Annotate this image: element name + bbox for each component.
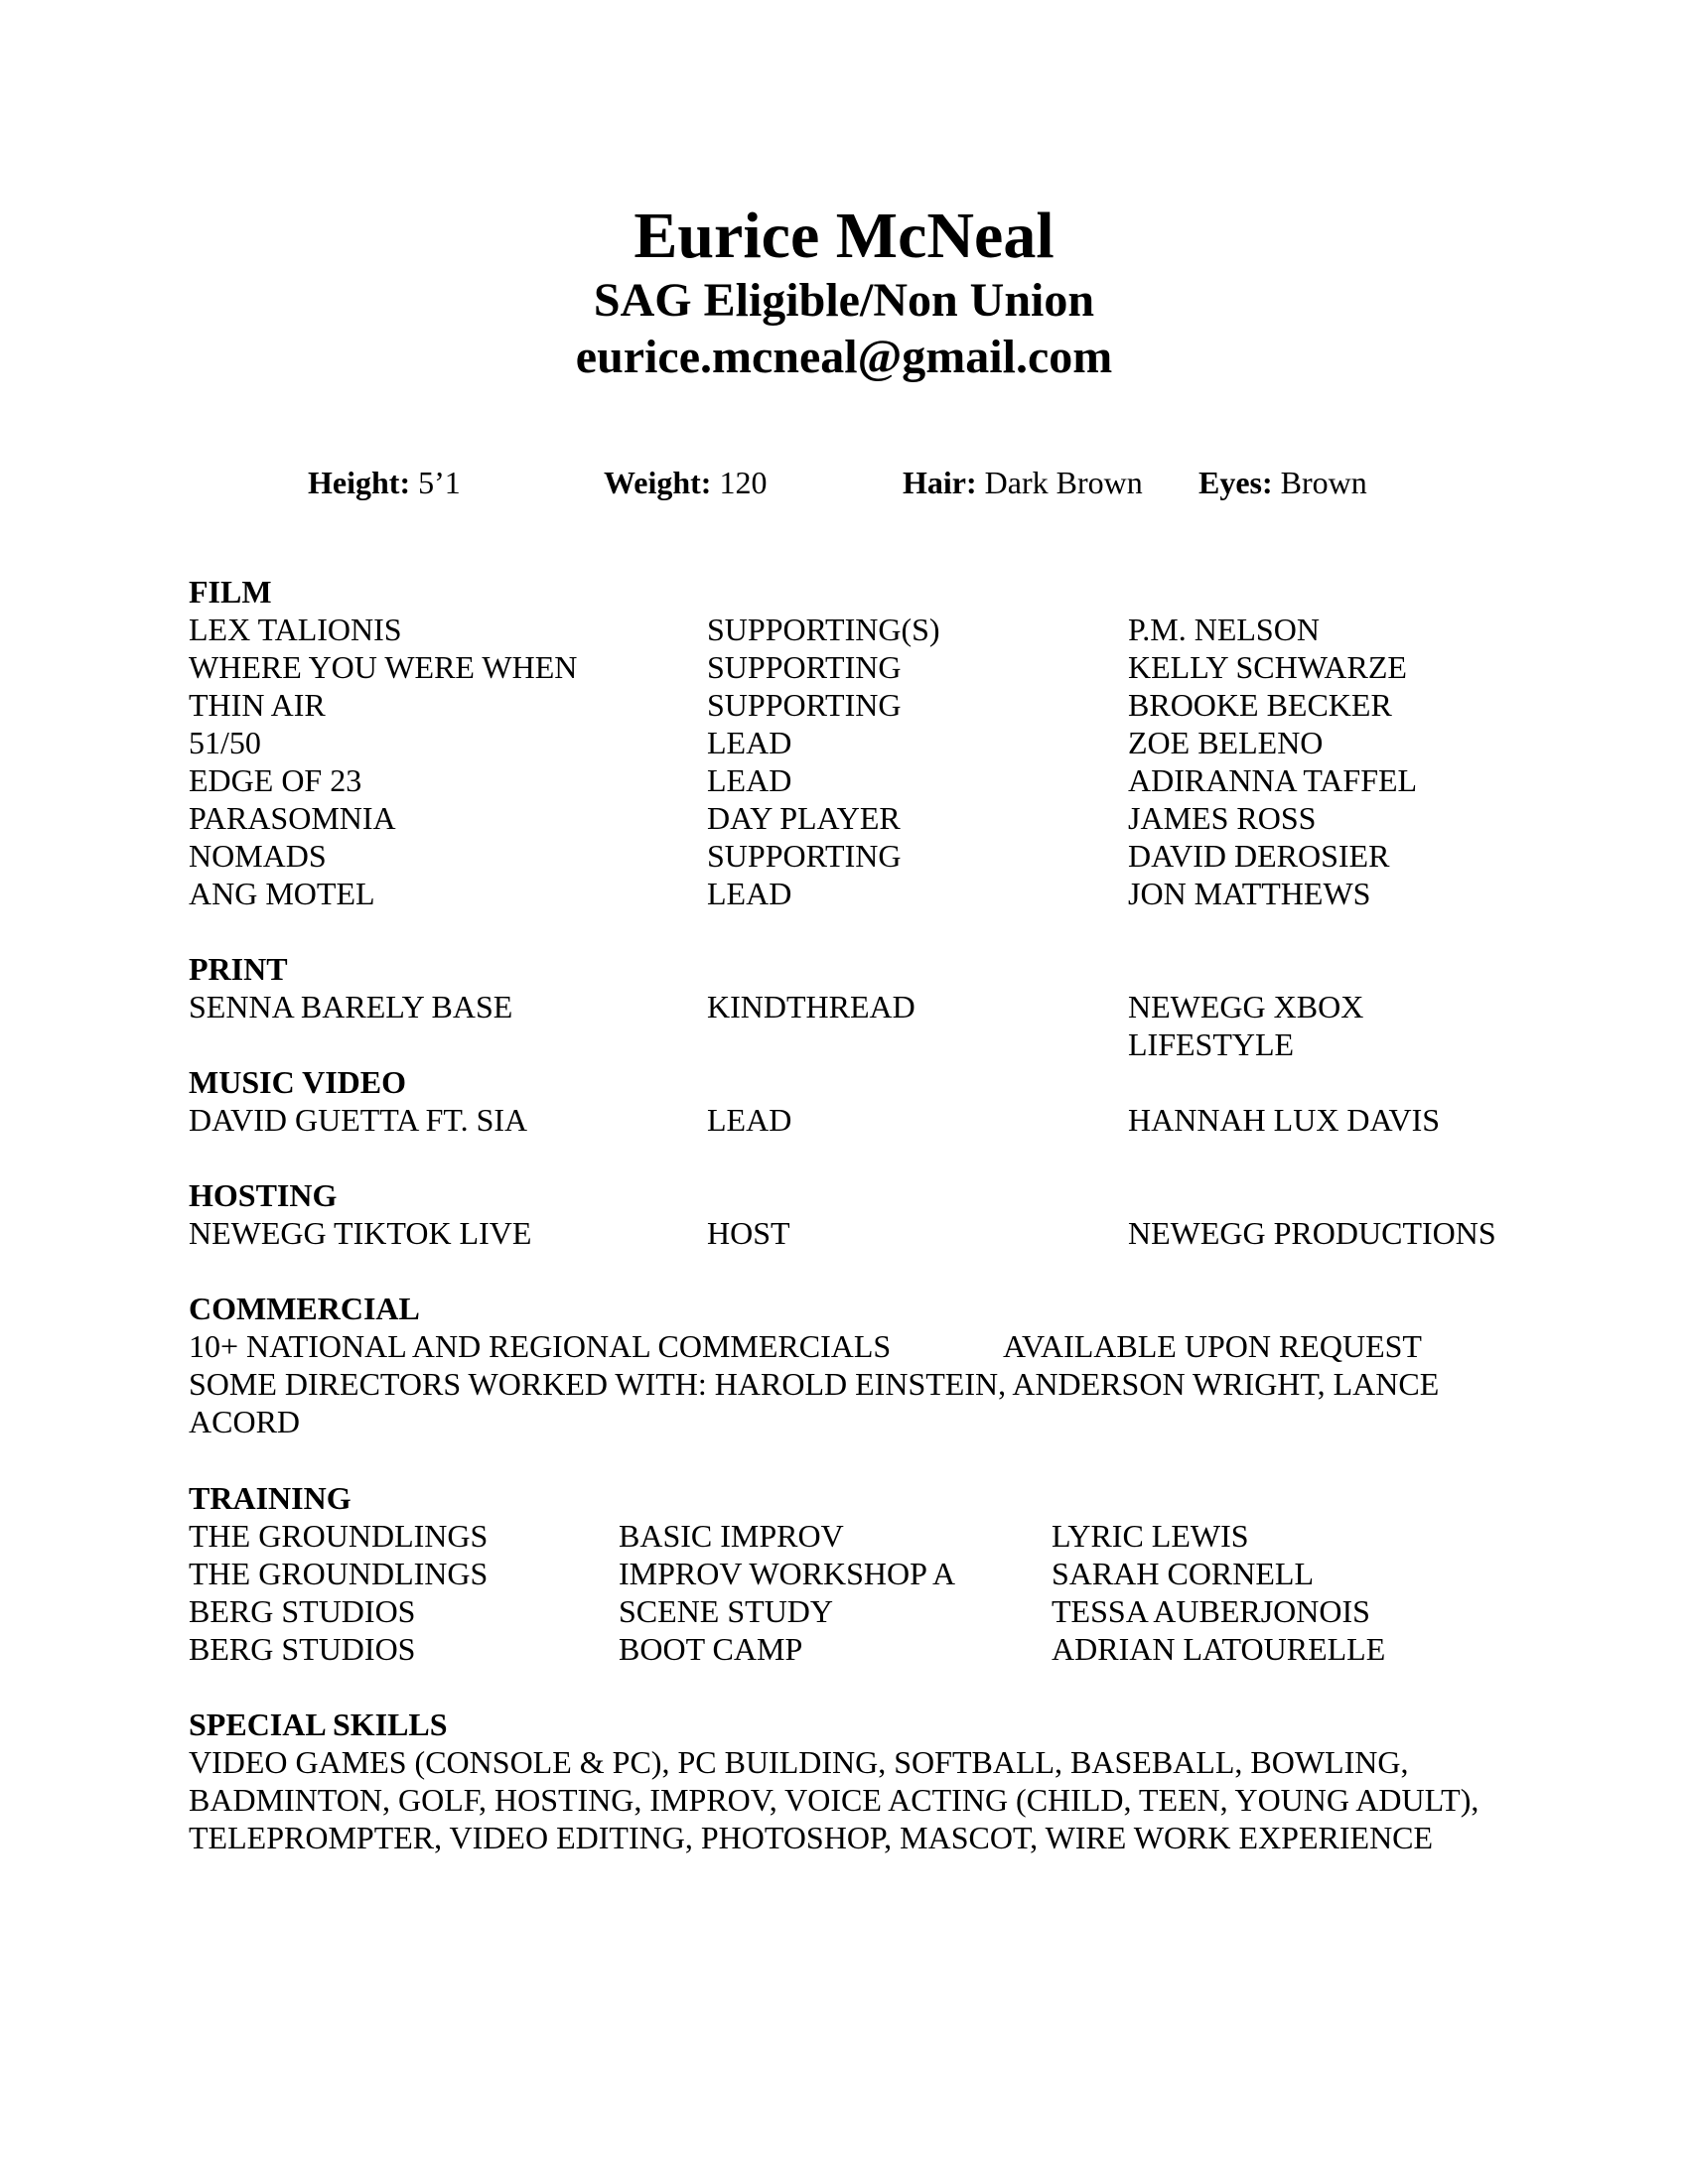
film-director: JAMES ROSS (1128, 800, 1317, 836)
training-teacher: LYRIC LEWIS (1052, 1518, 1249, 1554)
training-course: IMPROV WORKSHOP A (619, 1556, 956, 1591)
special-skills-heading: SPECIAL SKILLS (189, 1706, 448, 1742)
film-project: WHERE YOU WERE WHEN (189, 649, 578, 685)
training-row (0, 1592, 1688, 1630)
eyes-label: Eyes: (1198, 465, 1273, 500)
film-row (0, 648, 1688, 686)
film-role: SUPPORTING (707, 687, 902, 723)
print-heading: PRINT (189, 951, 288, 987)
film-project: EDGE OF 23 (189, 762, 362, 798)
film-project: PARASOMNIA (189, 800, 396, 836)
hosting-project: NEWEGG TIKTOK LIVE (189, 1215, 532, 1251)
film-role: SUPPORTING (707, 649, 902, 685)
eyes-value: Brown (1280, 465, 1367, 500)
hair-label: Hair: (903, 465, 977, 500)
film-row (0, 611, 1688, 648)
film-role: DAY PLAYER (707, 800, 901, 836)
film-director: P.M. NELSON (1128, 612, 1320, 647)
film-director: KELLY SCHWARZE (1128, 649, 1407, 685)
union-status: SAG Eligible/Non Union (593, 274, 1095, 327)
special-skills-text: VIDEO GAMES (CONSOLE & PC), PC BUILDING, SOFTBALL, BASEBALL, BOWLING, BADMINTON, GOLF, HOSTING, IMPROV, VOICE ACTING (CHILD, TEEN, YOUNG ADULT), TELEPROMPTER, VIDEO EDITING, PHOTOSHOP, MASCOT, WIRE WORK EXPERIENCE (189, 1744, 1479, 1855)
print-row (0, 988, 1688, 1025)
film-row (0, 686, 1688, 724)
training-row (0, 1517, 1688, 1555)
height-value: 5’1 (418, 465, 461, 500)
training-heading: TRAINING (189, 1480, 352, 1516)
film-director: DAVID DEROSIER (1128, 838, 1390, 874)
training-row (0, 1555, 1688, 1592)
commercial-availability: AVAILABLE UPON REQUEST (1003, 1328, 1422, 1364)
music-video-row (0, 1101, 1688, 1139)
film-role: SUPPORTING (707, 838, 902, 874)
film-row (0, 875, 1688, 912)
film-director: JON MATTHEWS (1128, 876, 1371, 911)
film-director: BROOKE BECKER (1128, 687, 1392, 723)
film-row (0, 724, 1688, 761)
film-project: NOMADS (189, 838, 327, 874)
training-school: BERG STUDIOS (189, 1593, 416, 1629)
film-director: ZOE BELENO (1128, 725, 1324, 760)
film-role: LEAD (707, 725, 792, 760)
music-video-heading: MUSIC VIDEO (189, 1064, 406, 1100)
film-director: ADIRANNA TAFFEL (1128, 762, 1418, 798)
music-video-role: LEAD (707, 1102, 792, 1138)
training-course: SCENE STUDY (619, 1593, 834, 1629)
hosting-row (0, 1214, 1688, 1252)
film-row (0, 761, 1688, 799)
height-stat (308, 463, 461, 502)
commercial-heading: COMMERCIAL (189, 1291, 420, 1326)
print-client-continued: LIFESTYLE (1128, 1026, 1295, 1062)
training-school: BERG STUDIOS (189, 1631, 416, 1667)
print-client: NEWEGG XBOX (1128, 989, 1364, 1024)
training-row (0, 1630, 1688, 1668)
training-teacher: TESSA AUBERJONOIS (1052, 1593, 1370, 1629)
hosting-company: NEWEGG PRODUCTIONS (1128, 1215, 1496, 1251)
training-teacher: ADRIAN LATOURELLE (1052, 1631, 1386, 1667)
film-role: LEAD (707, 876, 792, 911)
film-project: ANG MOTEL (189, 876, 375, 911)
commercial-row (0, 1327, 1688, 1365)
actor-name: Eurice McNeal (633, 200, 1055, 272)
training-teacher: SARAH CORNELL (1052, 1556, 1315, 1591)
training-course: BOOT CAMP (619, 1631, 803, 1667)
training-course: BASIC IMPROV (619, 1518, 844, 1554)
weight-stat (604, 463, 767, 502)
email-address: eurice.mcneal@gmail.com (575, 331, 1113, 383)
film-role: SUPPORTING(S) (707, 612, 940, 647)
film-row (0, 837, 1688, 875)
training-school: THE GROUNDLINGS (189, 1556, 489, 1591)
weight-value: 120 (719, 465, 768, 500)
training-school: THE GROUNDLINGS (189, 1518, 489, 1554)
hosting-heading: HOSTING (189, 1177, 338, 1213)
film-project: LEX TALIONIS (189, 612, 402, 647)
print-brand: KINDTHREAD (707, 989, 915, 1024)
film-project: 51/50 (189, 725, 261, 760)
film-project: THIN AIR (189, 687, 326, 723)
height-label: Height: (308, 465, 411, 500)
film-heading: FILM (189, 574, 272, 610)
weight-label: Weight: (604, 465, 712, 500)
commercial-count: 10+ NATIONAL AND REGIONAL COMMERCIALS (189, 1328, 892, 1364)
print-project: SENNA BARELY BASE (189, 989, 513, 1024)
film-row (0, 799, 1688, 837)
hair-value: Dark Brown (984, 465, 1143, 500)
eyes-stat (1198, 463, 1367, 502)
hosting-role: HOST (707, 1215, 790, 1251)
commercial-directors: SOME DIRECTORS WORKED WITH: HAROLD EINSTEIN, ANDERSON WRIGHT, LANCE ACORD (189, 1366, 1440, 1439)
print-row-continued (0, 1025, 1688, 1063)
music-video-project: DAVID GUETTA FT. SIA (189, 1102, 528, 1138)
film-role: LEAD (707, 762, 792, 798)
music-video-director: HANNAH LUX DAVIS (1128, 1102, 1441, 1138)
hair-stat (903, 463, 1143, 502)
